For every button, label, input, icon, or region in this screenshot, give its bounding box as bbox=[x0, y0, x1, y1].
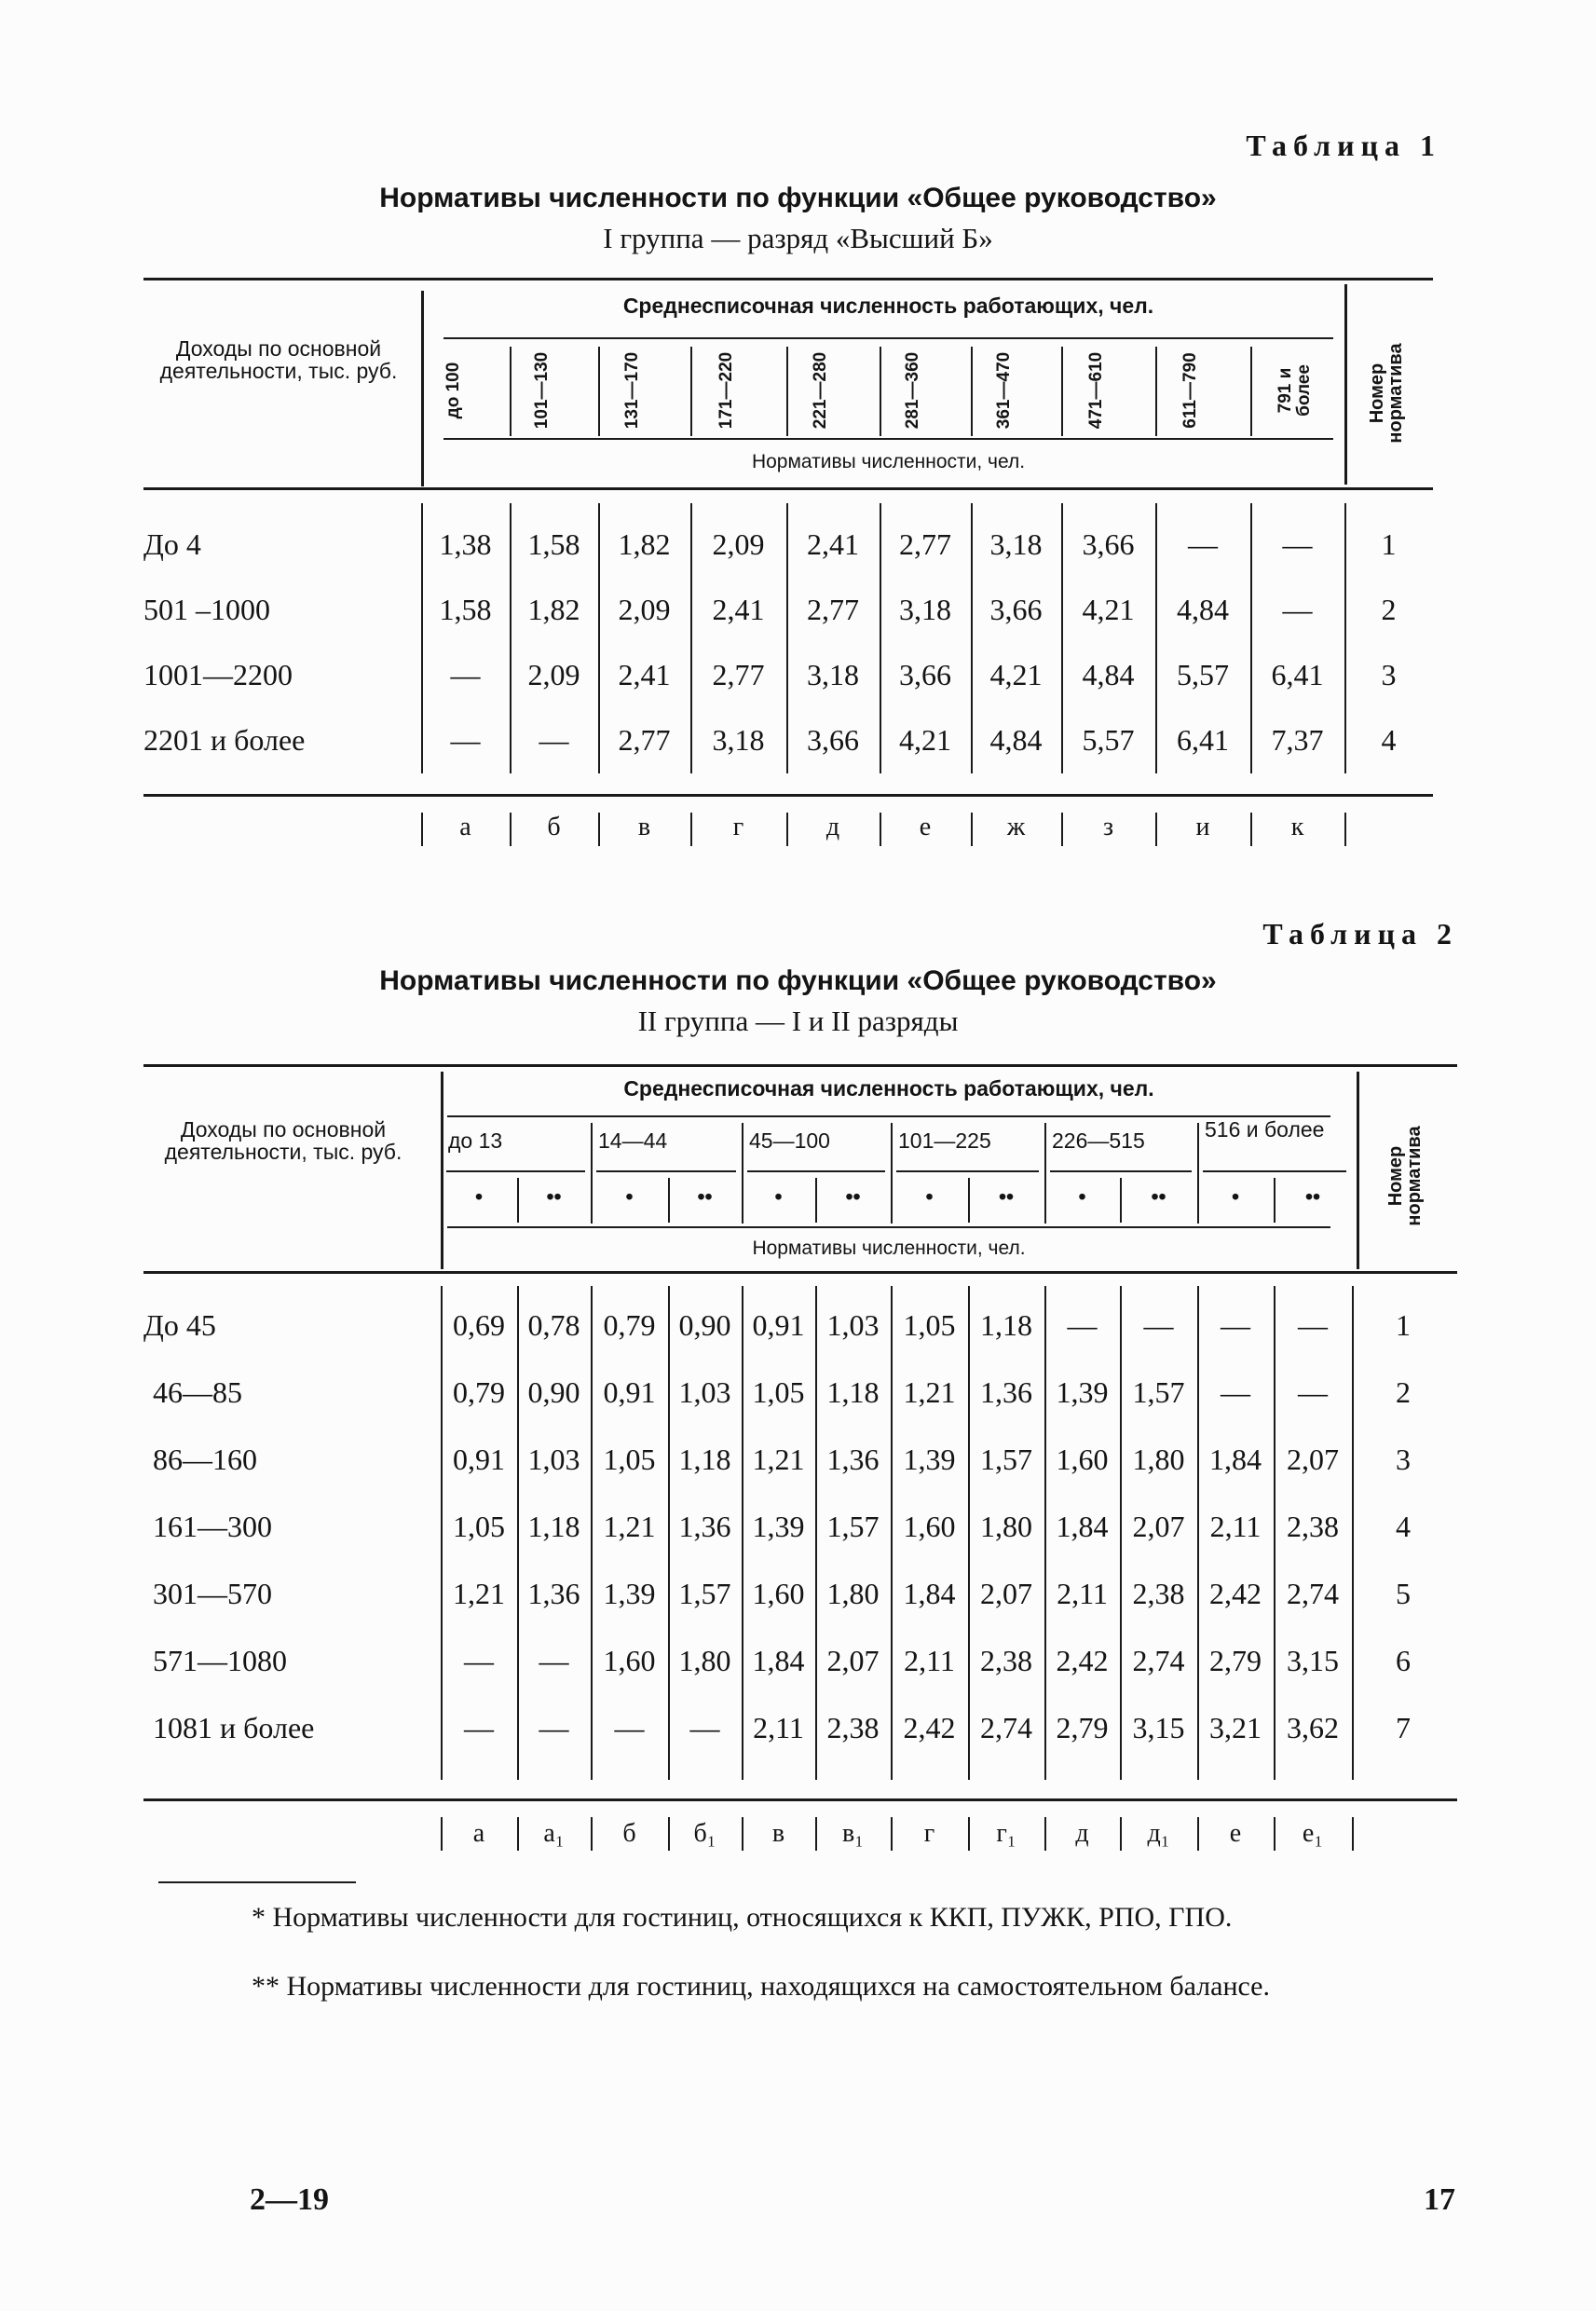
cell: 1,80 bbox=[678, 1644, 731, 1677]
row-label: До 4 bbox=[143, 527, 201, 561]
cell: 6,41 bbox=[1271, 658, 1324, 691]
letter-divider bbox=[786, 813, 788, 846]
cell: 2,07 bbox=[1132, 1510, 1185, 1543]
group-label: 516 и более bbox=[1205, 1117, 1325, 1142]
row-header: Доходы по основной деятельности, тыс. руб. bbox=[159, 336, 398, 383]
table1-title: Нормативы численности по функции «Общее руководство» bbox=[379, 183, 1217, 213]
rule bbox=[143, 1798, 1457, 1801]
cell: 1,18 bbox=[826, 1375, 880, 1409]
cell: 2,38 bbox=[980, 1644, 1032, 1677]
number-header: Номер норматива bbox=[1367, 343, 1406, 444]
norm-header: Нормативы численности, чел. bbox=[751, 451, 1026, 472]
cell: 1,60 bbox=[1056, 1443, 1109, 1476]
col-divider bbox=[1274, 1286, 1275, 1780]
cell: 3,66 bbox=[899, 658, 951, 691]
column-letter: ж bbox=[1006, 813, 1026, 841]
rule bbox=[143, 487, 1433, 490]
cell: 1,84 bbox=[1209, 1443, 1262, 1476]
letter-divider bbox=[441, 1817, 443, 1851]
group-label: 14—44 bbox=[598, 1128, 668, 1153]
cell: 3,21 bbox=[1209, 1711, 1262, 1744]
cell: 1,39 bbox=[603, 1577, 656, 1610]
group-divider bbox=[1044, 1123, 1046, 1224]
col-divider bbox=[1344, 503, 1346, 773]
letter-divider bbox=[1344, 813, 1346, 846]
cell: 1,57 bbox=[1132, 1375, 1185, 1409]
cell: 1,03 bbox=[826, 1308, 880, 1342]
cell: 0,91 bbox=[453, 1443, 505, 1476]
col-divider bbox=[690, 503, 692, 773]
col-divider bbox=[1155, 503, 1157, 773]
column-header: 101—130 bbox=[531, 351, 552, 430]
footnote-divider bbox=[158, 1881, 356, 1883]
row-label: 571—1080 bbox=[153, 1644, 287, 1677]
cell: 1,58 bbox=[439, 593, 492, 626]
cell: 2,38 bbox=[826, 1711, 880, 1744]
letter-divider bbox=[1044, 1817, 1046, 1851]
group-divider bbox=[591, 1123, 593, 1224]
col-divider bbox=[1352, 1286, 1354, 1780]
column-header: до 100 bbox=[443, 362, 463, 419]
rule bbox=[447, 1226, 1330, 1228]
cell: 1,18 bbox=[678, 1443, 731, 1476]
row-label: До 45 bbox=[143, 1308, 216, 1342]
group-label: до 13 bbox=[448, 1128, 503, 1153]
cell: — bbox=[450, 658, 481, 691]
cell: — bbox=[464, 1711, 494, 1744]
column-letter: б₁ bbox=[693, 1819, 716, 1848]
row-number: 5 bbox=[1396, 1577, 1411, 1610]
letter-divider bbox=[742, 1817, 743, 1851]
table2-subtitle: II группа — I и II разряды bbox=[637, 1005, 959, 1037]
cell: — bbox=[1067, 1308, 1098, 1342]
column-header: 791 и более bbox=[1275, 364, 1314, 417]
cell: 1,80 bbox=[1132, 1443, 1185, 1476]
cell: 2,74 bbox=[980, 1711, 1032, 1744]
col-divider bbox=[1197, 1286, 1199, 1780]
cell: 2,11 bbox=[1057, 1577, 1108, 1610]
rule bbox=[1050, 1170, 1192, 1172]
column-letter: б bbox=[622, 1819, 636, 1848]
col-divider bbox=[668, 1286, 670, 1780]
cell: 2,09 bbox=[618, 593, 671, 626]
row-header: Доходы по основной деятельности, тыс. руб. bbox=[164, 1117, 402, 1164]
row-label: 86—160 bbox=[153, 1443, 257, 1476]
rule bbox=[443, 438, 1333, 440]
cell: 1,05 bbox=[752, 1375, 805, 1409]
cell: 2,77 bbox=[712, 658, 765, 691]
cell: 3,66 bbox=[1082, 527, 1135, 561]
cell: 1,84 bbox=[903, 1577, 956, 1610]
row-number: 4 bbox=[1396, 1510, 1411, 1543]
cell: 1,05 bbox=[603, 1443, 656, 1476]
cell: 0,79 bbox=[603, 1308, 656, 1342]
cell: 1,82 bbox=[527, 593, 580, 626]
letter-divider bbox=[421, 813, 423, 846]
cell: 1,21 bbox=[752, 1443, 805, 1476]
mark-single: • bbox=[774, 1184, 783, 1209]
group-divider bbox=[1197, 1123, 1199, 1224]
row-label: 2201 и более bbox=[143, 723, 306, 757]
col-divider bbox=[510, 347, 512, 436]
cell: 6,41 bbox=[1177, 723, 1229, 757]
column-header: 471—610 bbox=[1085, 351, 1106, 430]
letter-divider bbox=[1155, 813, 1157, 846]
cell: 1,05 bbox=[453, 1510, 505, 1543]
table1-caption: Таблица 1 bbox=[1246, 129, 1441, 162]
cell: 2,09 bbox=[712, 527, 765, 561]
cell: 3,18 bbox=[989, 527, 1043, 561]
norm-header: Нормативы численности, чел. bbox=[752, 1238, 1026, 1259]
col-divider bbox=[880, 347, 881, 436]
letter-divider bbox=[1352, 1817, 1354, 1851]
col-divider bbox=[517, 1286, 519, 1780]
letter-divider bbox=[690, 813, 692, 846]
row-number: 2 bbox=[1396, 1375, 1411, 1409]
cell: 1,05 bbox=[903, 1308, 956, 1342]
letter-divider bbox=[598, 813, 600, 846]
cell: 0,90 bbox=[678, 1308, 731, 1342]
cell: 1,36 bbox=[678, 1510, 731, 1543]
col-divider bbox=[690, 347, 692, 436]
rule bbox=[443, 337, 1333, 339]
column-letter: е₁ bbox=[1302, 1819, 1324, 1848]
cell: 1,03 bbox=[527, 1443, 580, 1476]
cell: 4,21 bbox=[989, 658, 1043, 691]
cell: 1,21 bbox=[903, 1375, 956, 1409]
column-header: 611—790 bbox=[1180, 352, 1200, 429]
cell: 5,57 bbox=[1082, 723, 1135, 757]
cell: — bbox=[464, 1644, 494, 1677]
column-letter: а bbox=[472, 1819, 485, 1848]
cell: 0,78 bbox=[527, 1308, 580, 1342]
cell: 2,09 bbox=[527, 658, 580, 691]
cell: 2,42 bbox=[903, 1711, 956, 1744]
row-number: 7 bbox=[1396, 1711, 1411, 1744]
mark-double: •• bbox=[546, 1184, 562, 1209]
cell: 3,15 bbox=[1287, 1644, 1339, 1677]
cell: — bbox=[539, 1644, 569, 1677]
letter-divider bbox=[880, 813, 881, 846]
cell: 1,03 bbox=[678, 1375, 731, 1409]
cell: 1,36 bbox=[826, 1443, 880, 1476]
cell: 2,74 bbox=[1132, 1644, 1185, 1677]
letter-divider bbox=[1061, 813, 1063, 846]
letter-divider bbox=[815, 1817, 817, 1851]
row-number: 2 bbox=[1381, 593, 1397, 626]
letter-divider bbox=[891, 1817, 893, 1851]
rule bbox=[143, 1064, 1457, 1067]
mark-single: • bbox=[474, 1184, 484, 1209]
col-divider bbox=[971, 503, 973, 773]
cell: 2,42 bbox=[1209, 1577, 1262, 1610]
group-label: 101—225 bbox=[898, 1128, 991, 1153]
group-label: 226—515 bbox=[1052, 1128, 1145, 1153]
letter-divider bbox=[971, 813, 973, 846]
col-divider bbox=[1061, 347, 1063, 436]
group-divider bbox=[891, 1123, 893, 1224]
cell: 0,91 bbox=[603, 1375, 656, 1409]
column-letter: а₁ bbox=[543, 1819, 565, 1848]
col-divider bbox=[598, 503, 600, 773]
cell: 1,39 bbox=[1056, 1375, 1109, 1409]
cell: 2,38 bbox=[1132, 1577, 1185, 1610]
cell: 1,57 bbox=[826, 1510, 880, 1543]
cell: 3,18 bbox=[712, 723, 765, 757]
row-number: 3 bbox=[1381, 658, 1397, 691]
cell: 1,18 bbox=[980, 1308, 1032, 1342]
mark-single: • bbox=[1078, 1184, 1086, 1209]
cell: 1,60 bbox=[903, 1510, 956, 1543]
mark-double: •• bbox=[845, 1184, 861, 1209]
mark-single: • bbox=[625, 1184, 634, 1209]
group-divider bbox=[742, 1123, 743, 1224]
cell: 2,74 bbox=[1287, 1577, 1339, 1610]
table2-caption: Таблица 2 bbox=[1262, 917, 1458, 950]
col-divider bbox=[891, 1286, 893, 1780]
column-letter: з bbox=[1102, 813, 1114, 841]
letter-divider bbox=[591, 1817, 593, 1851]
cell: 1,58 bbox=[527, 527, 580, 561]
row-number: 1 bbox=[1381, 527, 1397, 561]
group-header: Среднесписочная численность работающих, чел. bbox=[622, 294, 1154, 318]
cell: — bbox=[450, 723, 481, 757]
mark-double: •• bbox=[697, 1184, 713, 1209]
column-header: 131—170 bbox=[621, 351, 642, 430]
row-label: 501 –1000 bbox=[143, 593, 270, 626]
cell: 2,42 bbox=[1056, 1644, 1109, 1677]
cell: 1,36 bbox=[980, 1375, 1032, 1409]
cell: 2,11 bbox=[753, 1711, 804, 1744]
cell: — bbox=[1298, 1375, 1328, 1409]
column-letter: д bbox=[825, 813, 840, 841]
column-letter: г bbox=[923, 1819, 935, 1848]
col-divider bbox=[1250, 347, 1252, 436]
column-header: 171—220 bbox=[716, 351, 736, 430]
rule bbox=[596, 1170, 736, 1172]
cell: 2,41 bbox=[807, 527, 859, 561]
letter-divider bbox=[668, 1817, 670, 1851]
row-label: 1001—2200 bbox=[143, 658, 293, 691]
column-letter: е bbox=[919, 813, 932, 841]
col-divider bbox=[786, 347, 788, 436]
cell: 1,39 bbox=[903, 1443, 956, 1476]
cell: 1,36 bbox=[527, 1577, 580, 1610]
cell: 4,84 bbox=[1082, 658, 1135, 691]
cell: 1,84 bbox=[1056, 1510, 1109, 1543]
cell: 2,07 bbox=[1287, 1443, 1339, 1476]
cell: — bbox=[1282, 527, 1313, 561]
group-label: 45—100 bbox=[749, 1128, 830, 1153]
cell: 2,77 bbox=[899, 527, 951, 561]
cell: 4,84 bbox=[989, 723, 1043, 757]
cell: 2,79 bbox=[1209, 1644, 1262, 1677]
table1-subtitle: I группа — разряд «Высший Б» bbox=[603, 222, 993, 254]
col-divider bbox=[786, 503, 788, 773]
cell: 0,91 bbox=[752, 1308, 805, 1342]
cell: 2,38 bbox=[1287, 1510, 1339, 1543]
col-divider bbox=[815, 1286, 817, 1780]
row-label: 1081 и более bbox=[153, 1711, 315, 1744]
letter-divider bbox=[1120, 1817, 1122, 1851]
rule bbox=[143, 1271, 1457, 1274]
mark-double: •• bbox=[998, 1184, 1015, 1209]
cell: 1,38 bbox=[439, 527, 492, 561]
cell: 2,07 bbox=[826, 1644, 880, 1677]
cell: 2,41 bbox=[618, 658, 671, 691]
cell: 4,21 bbox=[899, 723, 951, 757]
table2-title: Нормативы численности по функции «Общее руководство» bbox=[379, 965, 1217, 996]
col-divider bbox=[1120, 1286, 1122, 1780]
col-divider bbox=[421, 503, 423, 773]
mark-single: • bbox=[925, 1184, 934, 1209]
column-header: 281—360 bbox=[903, 351, 922, 430]
cell: — bbox=[539, 1711, 569, 1744]
letter-divider bbox=[968, 1817, 970, 1851]
column-letter: в₁ bbox=[842, 1819, 864, 1848]
cell: — bbox=[614, 1711, 645, 1744]
cell: 2,41 bbox=[712, 593, 765, 626]
rule bbox=[447, 1115, 1330, 1117]
col-divider bbox=[510, 503, 512, 773]
rule bbox=[143, 794, 1433, 797]
cell: 3,66 bbox=[989, 593, 1043, 626]
cell: 1,39 bbox=[752, 1510, 805, 1543]
rule bbox=[446, 1170, 585, 1172]
column-letter: д bbox=[1075, 1819, 1089, 1848]
cell: 1,80 bbox=[980, 1510, 1032, 1543]
cell: 5,57 bbox=[1177, 658, 1229, 691]
cell: 7,37 bbox=[1271, 723, 1324, 757]
divider bbox=[1344, 284, 1347, 485]
cell: 3,18 bbox=[807, 658, 859, 691]
rule bbox=[896, 1170, 1039, 1172]
row-number: 3 bbox=[1396, 1443, 1411, 1476]
row-number: 4 bbox=[1381, 723, 1397, 757]
cell: 1,21 bbox=[453, 1577, 505, 1610]
column-header: 221—280 bbox=[811, 351, 830, 430]
number-header: Номер норматива bbox=[1385, 1126, 1425, 1226]
cell: — bbox=[689, 1711, 720, 1744]
cell: 2,77 bbox=[807, 593, 859, 626]
row-number: 1 bbox=[1396, 1308, 1411, 1342]
cell: — bbox=[1221, 1375, 1250, 1409]
col-divider bbox=[1061, 503, 1063, 773]
cell: 3,18 bbox=[899, 593, 951, 626]
cell: 2,79 bbox=[1056, 1711, 1109, 1744]
cell: 1,57 bbox=[678, 1577, 731, 1610]
column-letter: г₁ bbox=[996, 1819, 1016, 1848]
row-label: 301—570 bbox=[153, 1577, 272, 1610]
divider bbox=[441, 1072, 443, 1269]
cell: 1,82 bbox=[618, 527, 671, 561]
cell: 1,57 bbox=[980, 1443, 1032, 1476]
col-divider bbox=[968, 1286, 970, 1780]
mark-double: •• bbox=[1151, 1184, 1166, 1209]
column-letter: к bbox=[1290, 813, 1304, 841]
col-divider bbox=[1044, 1286, 1046, 1780]
divider bbox=[421, 291, 424, 486]
cell: 0,69 bbox=[453, 1308, 505, 1342]
column-letter: и bbox=[1195, 813, 1210, 841]
cell: 0,90 bbox=[527, 1375, 580, 1409]
cell: — bbox=[1143, 1308, 1174, 1342]
column-header: 361—470 bbox=[993, 351, 1014, 430]
letter-divider bbox=[510, 813, 512, 846]
divider bbox=[1357, 1072, 1359, 1269]
column-letter: г bbox=[732, 813, 744, 841]
col-divider bbox=[1155, 347, 1157, 436]
col-divider bbox=[591, 1286, 593, 1780]
col-divider bbox=[1250, 503, 1252, 773]
letter-divider bbox=[1197, 1817, 1199, 1851]
letter-divider bbox=[517, 1817, 519, 1851]
cell: — bbox=[1221, 1308, 1250, 1342]
col-divider bbox=[880, 503, 881, 773]
cell: 1,60 bbox=[752, 1577, 805, 1610]
group-header: Среднесписочная численность работающих, чел. bbox=[623, 1076, 1154, 1101]
cell: 1,80 bbox=[826, 1577, 880, 1610]
cell: 3,62 bbox=[1287, 1711, 1339, 1744]
cell: 4,21 bbox=[1082, 593, 1135, 626]
col-divider bbox=[971, 347, 973, 436]
cell: — bbox=[1188, 527, 1218, 561]
cell: 2,77 bbox=[618, 723, 671, 757]
row-label: 161—300 bbox=[153, 1510, 272, 1543]
cell: 2,11 bbox=[1209, 1510, 1262, 1543]
column-letter: а bbox=[459, 813, 471, 841]
page-code: 2—19 bbox=[250, 2182, 329, 2217]
cell: 3,15 bbox=[1132, 1711, 1185, 1744]
cell: — bbox=[1298, 1308, 1328, 1342]
col-divider bbox=[441, 1286, 443, 1780]
cell: 1,18 bbox=[527, 1510, 580, 1543]
column-letter: в bbox=[637, 813, 651, 841]
mark-single: • bbox=[1231, 1184, 1240, 1209]
cell: 1,84 bbox=[752, 1644, 805, 1677]
col-divider bbox=[742, 1286, 743, 1780]
cell: 1,60 bbox=[603, 1644, 656, 1677]
cell: 2,07 bbox=[980, 1577, 1032, 1610]
cell: 0,79 bbox=[453, 1375, 505, 1409]
column-letter: в bbox=[771, 1819, 785, 1848]
mark-double: •• bbox=[1304, 1184, 1321, 1209]
col-divider bbox=[598, 347, 600, 436]
letter-divider bbox=[1250, 813, 1252, 846]
rule bbox=[143, 278, 1433, 280]
page-number: 17 bbox=[1424, 2182, 1455, 2217]
row-label: 46—85 bbox=[153, 1375, 242, 1409]
rule bbox=[1203, 1170, 1346, 1172]
cell: 2,11 bbox=[904, 1644, 955, 1677]
row-number: 6 bbox=[1396, 1644, 1411, 1677]
footnote-2: ** Нормативы численности для гостиниц, находящихся на самостоятельном балансе. bbox=[252, 1971, 1270, 2002]
cell: 4,84 bbox=[1177, 593, 1229, 626]
column-letter: е bbox=[1229, 1819, 1242, 1848]
footnote-1: * Нормативы численности для гостиниц, относящихся к ККП, ПУЖК, РПО, ГПО. bbox=[252, 1902, 1233, 1933]
rule bbox=[747, 1170, 885, 1172]
letter-divider bbox=[1274, 1817, 1275, 1851]
column-letter: б bbox=[547, 813, 561, 841]
column-letter: д₁ bbox=[1147, 1819, 1170, 1848]
cell: 3,66 bbox=[807, 723, 859, 757]
cell: — bbox=[1282, 593, 1313, 626]
cell: 1,21 bbox=[603, 1510, 656, 1543]
cell: — bbox=[539, 723, 569, 757]
